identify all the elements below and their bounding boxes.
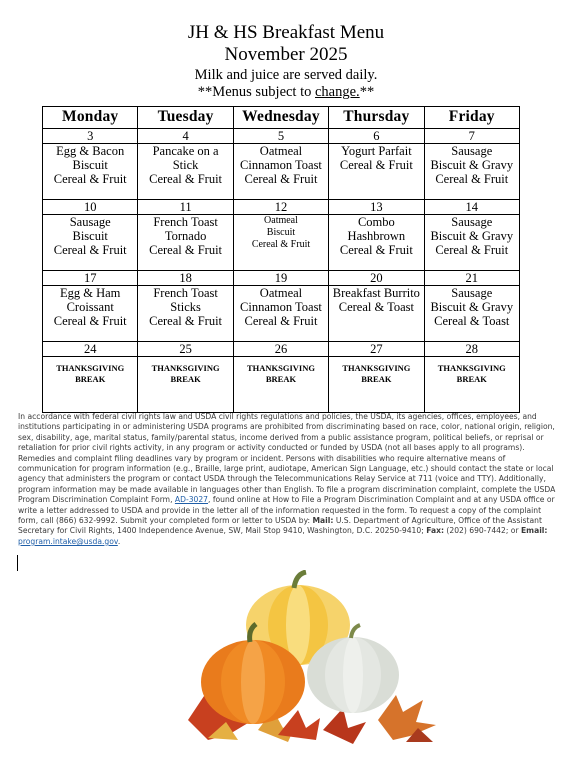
date-cell-friday: 14 <box>424 200 519 215</box>
nondiscrimination-statement <box>18 412 558 547</box>
menu-item-line: Cereal & Fruit <box>53 243 127 257</box>
date-cell-thursday: 13 <box>329 200 424 215</box>
menu-cell-monday <box>43 357 138 413</box>
menu-item-line: Pancake on a <box>152 144 219 158</box>
menu-cell-wednesday <box>233 286 328 342</box>
menu-item-line: Sausage <box>69 215 111 229</box>
daily-note: Milk and juice are served daily. <box>194 67 378 83</box>
day-header-friday: Friday <box>424 107 519 129</box>
menu-items-row <box>43 144 520 200</box>
menu-item-line: Sausage <box>451 144 493 158</box>
menu-item-line: BREAK <box>361 374 392 384</box>
date-cell-friday: 28 <box>424 342 519 357</box>
menu-month: November 2025 <box>224 44 348 65</box>
menu-item-line: Cereal & Fruit <box>149 243 223 257</box>
menu-cell-thursday <box>329 144 424 200</box>
menu-item-line: Cereal & Fruit <box>244 172 318 186</box>
fax-number: (202) 690-7442; or <box>444 526 521 536</box>
date-row <box>43 129 520 144</box>
autumn-pumpkins-illustration <box>148 570 448 750</box>
date-cell-thursday: 6 <box>329 129 424 144</box>
menu-cell-wednesday <box>233 144 328 200</box>
date-cell-friday: 21 <box>424 271 519 286</box>
menu-cell-friday <box>424 357 519 413</box>
menu-cell-wednesday <box>233 357 328 413</box>
menu-cell-tuesday <box>138 286 233 342</box>
fax-label: Fax: <box>426 526 445 536</box>
menu-item-line: Egg & Ham <box>59 286 121 300</box>
email-label: Email: <box>520 526 548 536</box>
menu-item-line: Egg & Bacon <box>56 144 125 158</box>
menu-item-line: Cinnamon Toast <box>240 300 322 314</box>
date-cell-wednesday: 12 <box>233 200 328 215</box>
mail-label: Mail: <box>312 516 334 526</box>
menu-item-line: Hashbrown <box>347 229 406 243</box>
change-note-prefix: **Menus subject to <box>197 84 315 100</box>
mail-address: U.S. Department of Agriculture, Office of the Assistant Secretary for Civil Rights, 1400 Independence Avenue, SW, Mail Stop 9410, Washington, D.C. 20250-9410; <box>18 516 542 536</box>
statement-part-1: In accordance with federal civil rights law and USDA civil rights regulations and policies, the USDA, its agencies, offices, employees, and institutions participating in or administering USDA programs are prohibited from discriminating based on race, color, national origin, religion, sex, disability, age, marital status, family/parental status, income derived from a public assistance program, political beliefs, or reprisal or retaliation for prior civil rights activity, in any program or activity conducted or funded by USDA (not all bases apply to all programs). Remedies and complaint filing deadlines vary by program or incident. Persons with disabilities who require alternative means of communication for program information (e.g., Braille, large print, audiotape, American Sign Language, etc.) should contact the state or local agency that administers the program or contact USDA through the Telecommunications Relay Service at 711 (voice and TTY). Additionally, program information may be made available in languages other than English. To file a program discrimination complaint, complete the USDA Program Discrimination Complaint Form, <box>18 412 556 505</box>
menu-cell-wednesday <box>233 215 328 271</box>
menu-cell-friday <box>424 286 519 342</box>
menu-item-line: Cereal & Fruit <box>149 172 223 186</box>
menu-item-line: Cereal & Toast <box>338 300 414 314</box>
menu-cell-monday <box>43 286 138 342</box>
statement-end: . <box>117 536 121 546</box>
menu-cell-monday <box>43 215 138 271</box>
menu-item-line: Croissant <box>66 300 114 314</box>
menu-item-line: Oatmeal <box>264 215 298 226</box>
menu-body <box>43 129 520 413</box>
menu-item-line: Breakfast Burrito <box>332 286 420 300</box>
change-link[interactable]: change. <box>315 84 360 100</box>
date-cell-tuesday: 4 <box>138 129 233 144</box>
menu-cell-tuesday <box>138 357 233 413</box>
day-header-thursday: Thursday <box>329 107 424 129</box>
date-row <box>43 200 520 215</box>
day-header-monday: Monday <box>43 107 138 129</box>
menu-items-row <box>43 286 520 342</box>
date-row <box>43 342 520 357</box>
menu-item-line: Oatmeal <box>259 144 303 158</box>
menu-item-line: Biscuit & Gravy <box>430 300 514 314</box>
menu-cell-thursday <box>329 357 424 413</box>
menu-table <box>42 106 520 413</box>
menu-item-line: Sausage <box>451 215 493 229</box>
day-header-wednesday: Wednesday <box>233 107 328 129</box>
menu-cell-tuesday <box>138 144 233 200</box>
date-cell-thursday: 27 <box>329 342 424 357</box>
statement-part-2: , found online at How to File a Program Discrimination Complaint and at any USDA office or write a letter addressed to USDA and provide in the letter all of the information requested in the form. To request a copy of the complaint form, call (866) 632-9992. Submit your completed form or letter to USDA by: <box>18 495 555 526</box>
menu-cell-thursday <box>329 286 424 342</box>
menu-items-row <box>43 215 520 271</box>
menu-item-line: Cereal & Fruit <box>435 172 509 186</box>
menu-item-line: Biscuit <box>72 229 108 243</box>
text-cursor <box>17 555 18 571</box>
date-cell-monday: 17 <box>43 271 138 286</box>
menu-item-line: Cereal & Fruit <box>149 314 223 328</box>
menu-items-row <box>43 357 520 413</box>
menu-cell-tuesday <box>138 215 233 271</box>
menu-title: JH & HS Breakfast Menu <box>187 22 385 43</box>
menu-item-line: Cinnamon Toast <box>240 158 322 172</box>
menu-item-line: Biscuit & Gravy <box>430 229 514 243</box>
menu-header <box>0 22 572 100</box>
date-cell-tuesday: 25 <box>138 342 233 357</box>
menu-item-line: Cereal & Fruit <box>53 314 127 328</box>
menu-item-line: THANKSGIVING <box>151 363 220 373</box>
menu-item-line: Biscuit <box>266 227 296 238</box>
change-note <box>0 84 572 100</box>
menu-item-line: Cereal & Fruit <box>435 243 509 257</box>
date-cell-monday: 24 <box>43 342 138 357</box>
email-link[interactable]: program.intake@usda.gov <box>18 536 118 546</box>
menu-cell-thursday <box>329 215 424 271</box>
menu-item-line: BREAK <box>265 374 297 384</box>
change-note-suffix: ** <box>359 84 375 100</box>
menu-item-line: THANKSGIVING <box>437 363 506 373</box>
menu-item-line: THANKSGIVING <box>56 363 125 373</box>
menu-item-line: Cereal & Fruit <box>251 239 311 250</box>
menu-item-line: Biscuit & Gravy <box>430 158 514 172</box>
menu-item-line: Cereal & Fruit <box>53 172 127 186</box>
date-row <box>43 271 520 286</box>
menu-item-line: THANKSGIVING <box>246 363 315 373</box>
date-cell-wednesday: 19 <box>233 271 328 286</box>
menu-item-line: THANKSGIVING <box>342 363 411 373</box>
menu-item-line: Cereal & Toast <box>434 314 510 328</box>
day-header-tuesday: Tuesday <box>138 107 233 129</box>
menu-item-line: Cereal & Fruit <box>339 158 413 172</box>
menu-cell-monday <box>43 144 138 200</box>
day-header-row <box>43 107 520 129</box>
menu-cell-friday <box>424 215 519 271</box>
date-cell-friday: 7 <box>424 129 519 144</box>
menu-item-line: French Toast <box>153 286 218 300</box>
menu-item-line: BREAK <box>170 374 201 384</box>
date-cell-monday: 10 <box>43 200 138 215</box>
menu-item-line: BREAK <box>456 374 487 384</box>
menu-item-line: Combo <box>357 215 395 229</box>
date-cell-tuesday: 11 <box>138 200 233 215</box>
menu-item-line: Oatmeal <box>259 286 303 300</box>
menu-item-line: Sausage <box>451 286 493 300</box>
ad-3027-link[interactable]: AD-3027 <box>174 495 209 505</box>
date-cell-monday: 3 <box>43 129 138 144</box>
menu-item-line: Stick <box>172 158 199 172</box>
menu-item-line: French Toast <box>153 215 218 229</box>
menu-item-line: Sticks <box>170 300 201 314</box>
date-cell-wednesday: 5 <box>233 129 328 144</box>
menu-cell-friday <box>424 144 519 200</box>
date-cell-tuesday: 18 <box>138 271 233 286</box>
date-cell-thursday: 20 <box>329 271 424 286</box>
menu-item-line: Yogurt Parfait <box>341 144 412 158</box>
date-cell-wednesday: 26 <box>233 342 328 357</box>
menu-item-line: Tornado <box>164 229 207 243</box>
menu-item-line: Biscuit <box>72 158 108 172</box>
menu-item-line: BREAK <box>75 374 106 384</box>
menu-item-line: Cereal & Fruit <box>244 314 318 328</box>
menu-item-line: Cereal & Fruit <box>339 243 413 257</box>
